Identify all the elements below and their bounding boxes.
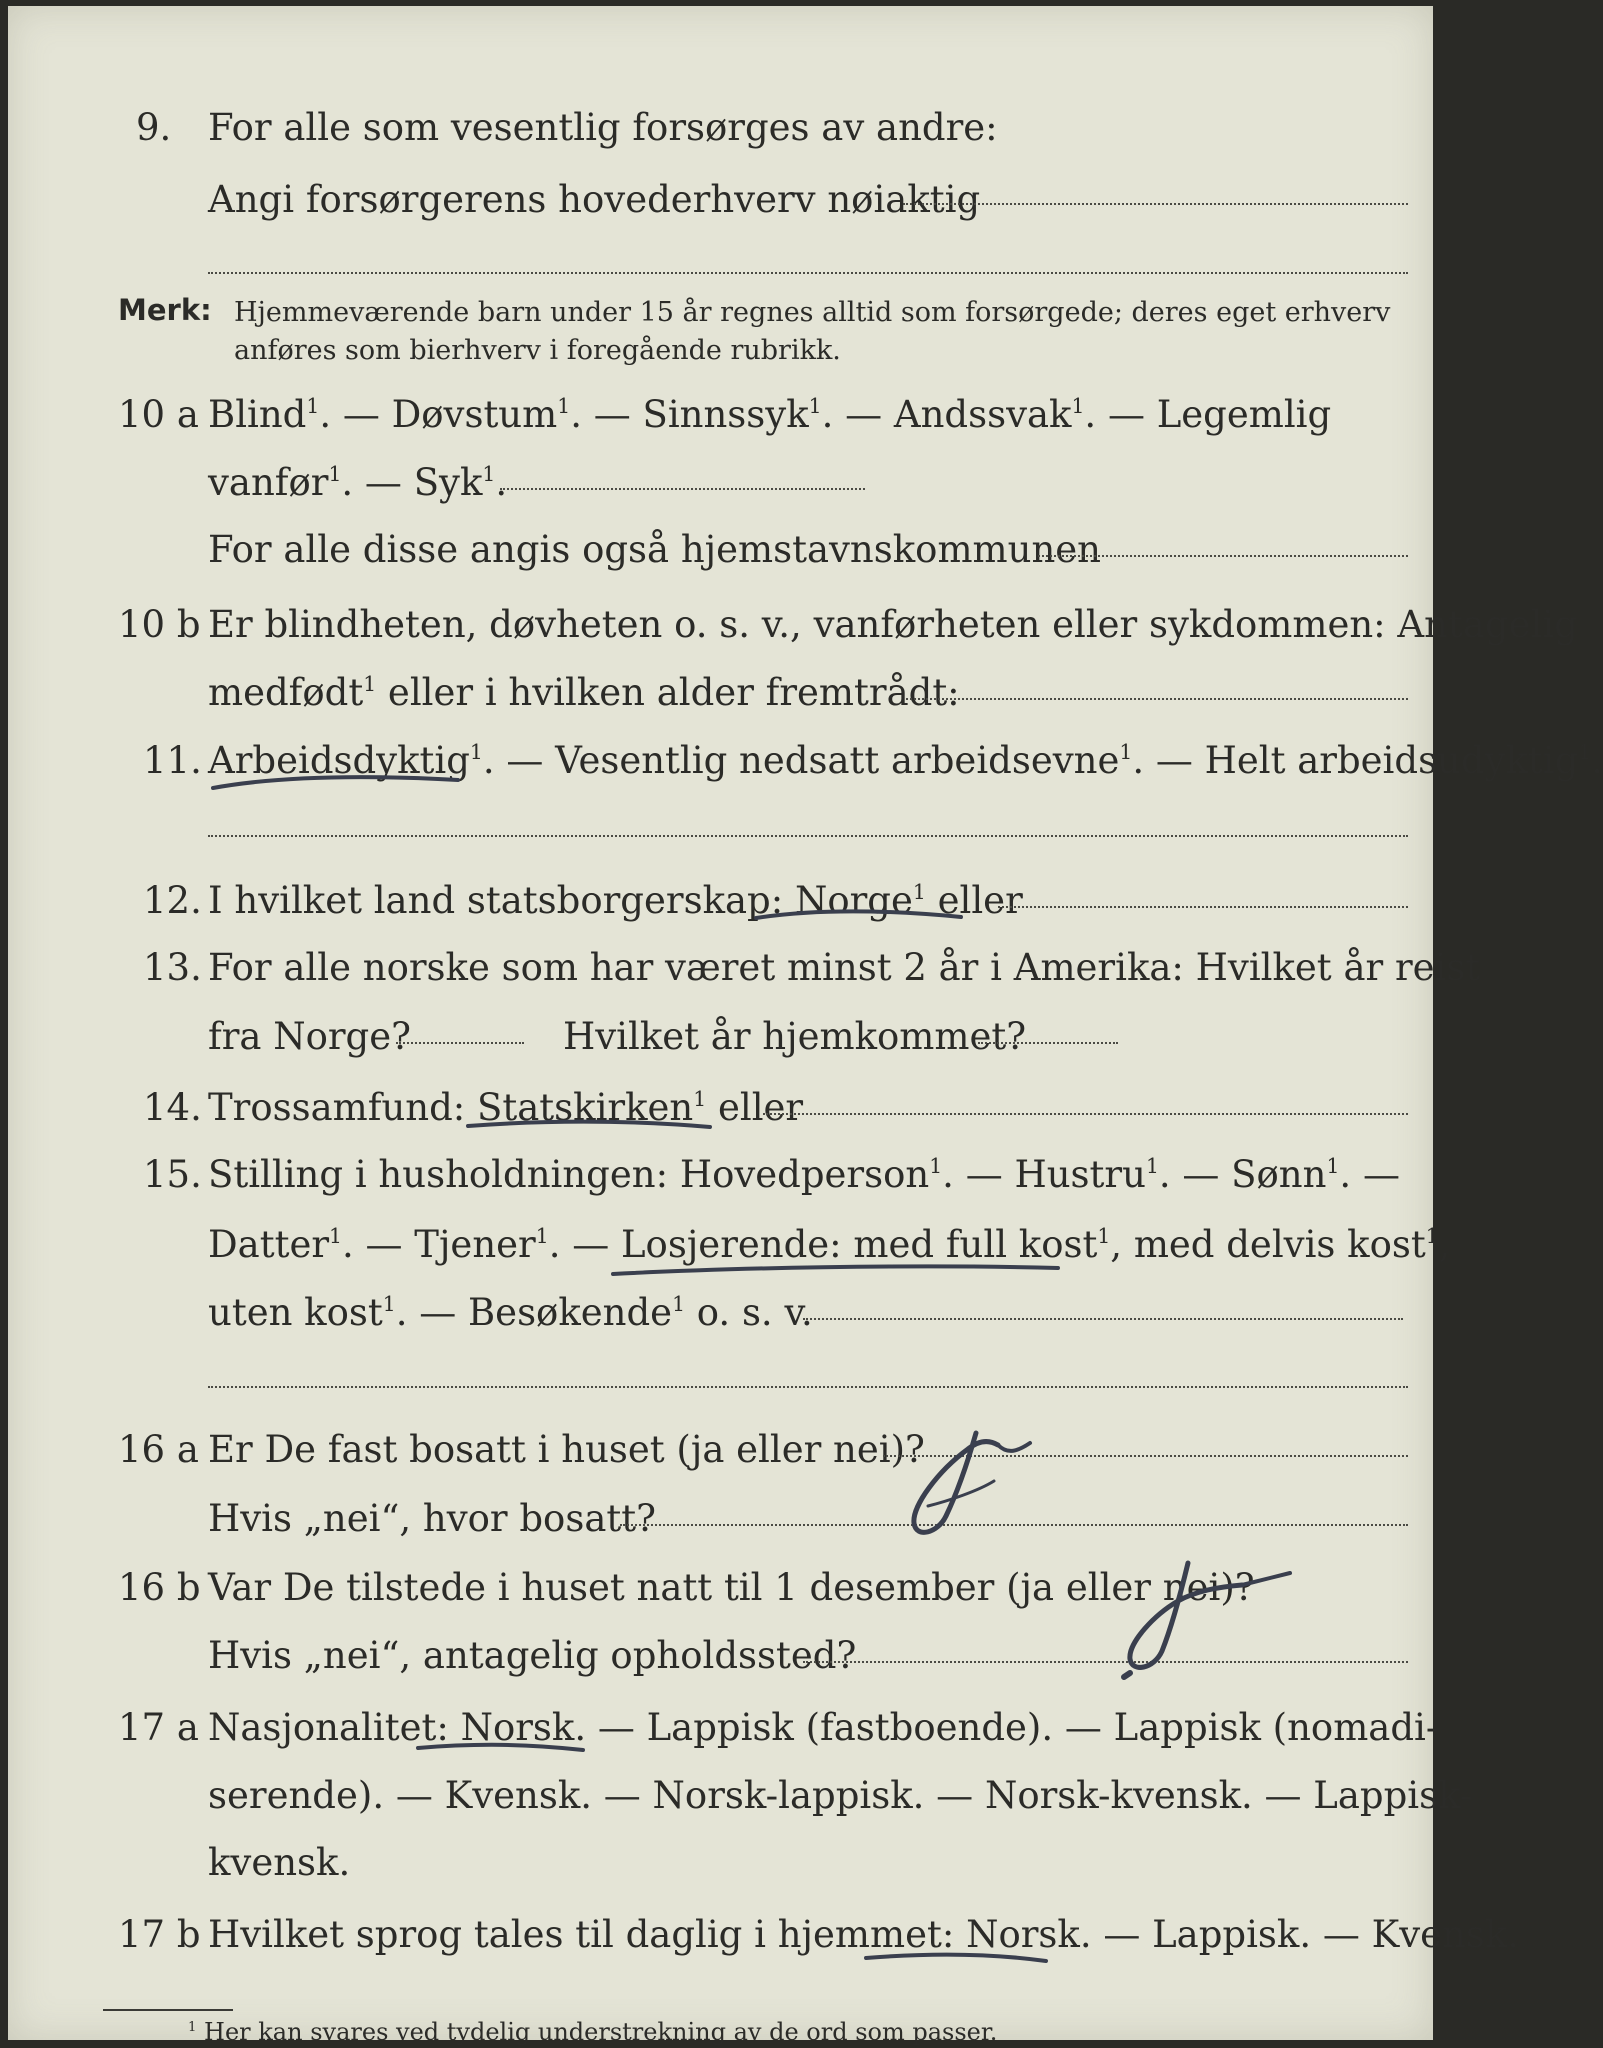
q16a-line2: Hvis „nei“, hvor bosatt? xyxy=(208,1497,656,1540)
handwritten-ja-16b xyxy=(1118,1551,1338,1691)
question-number-13: 13. xyxy=(143,946,202,989)
handwritten-markings xyxy=(8,6,1433,2040)
q13-line2b: Hvilket år hjemkommet? xyxy=(563,1015,1027,1058)
q17a-line1: Nasjonalitet: Norsk. — Lappisk (fastboende). — Lappisk (nomadi- xyxy=(208,1706,1439,1749)
q17a-line2: serende). — Kvensk. — Norsk-lappisk. — Norsk-kvensk. — Lappisk- xyxy=(208,1774,1473,1817)
q17b-line1: Hvilket sprog tales til daglig i hjemmet: Norsk. — Lappisk. — Kvensk. xyxy=(208,1913,1520,1956)
underline-norge xyxy=(756,911,961,918)
question-number-10a: 10 a xyxy=(118,393,199,436)
underline-med-full-kost xyxy=(613,1266,1058,1274)
q10a-line2: vanfør$^1$. — Syk$^1$. xyxy=(208,461,508,504)
question-number-16a: 16 a xyxy=(118,1428,199,1471)
merk-label: Merk: xyxy=(118,293,212,327)
q17a-line3: kvensk. xyxy=(208,1841,351,1884)
q16b-line2: Hvis „nei“, antagelig opholdssted? xyxy=(208,1634,857,1677)
q13-line2a: fra Norge? xyxy=(208,1015,411,1058)
q10a-line1: Blind$^1$. — Døvstum$^1$. — Sinnssyk$^1$. — Andssvak$^1$. — Legemlig xyxy=(208,393,1332,436)
question-number-17b: 17 b xyxy=(118,1913,201,1956)
q14-line1: Trossamfund: Statskirken$^1$ eller xyxy=(208,1086,804,1129)
q11-line1: Arbeidsdyktig$^1$. — Vesentlig nedsatt arbeidsevne$^1$. — Helt arbeidsudyktig$^1$. xyxy=(208,739,1603,782)
q13-line1: For alle norske som har været minst 2 år i Amerika: Hvilket år reist xyxy=(208,946,1481,989)
q15-line3: uten kost$^1$. — Besøkende$^1$ o. s. v. xyxy=(208,1291,813,1334)
q15-line2: Datter$^1$. — Tjener$^1$. — Losjerende: med full kost$^1$, med delvis kost$^1$, xyxy=(208,1223,1451,1266)
question-number-14: 14. xyxy=(143,1086,202,1129)
footnote: $^1$ Her kan svares ved tydelig understrekning av de ord som passer. xyxy=(188,2018,998,2046)
merk-line1: Hjemmeværende barn under 15 år regnes alltid som forsørgede; deres eget erhverv xyxy=(234,297,1391,328)
census-form-page xyxy=(8,6,1603,2046)
q16b-line1: Var De tilstede i huset natt til 1 desember (ja eller nei)? xyxy=(208,1566,1255,1609)
question-number-12: 12. xyxy=(143,879,202,922)
q16a-line1: Er De fast bosatt i huset (ja eller nei)? xyxy=(208,1428,925,1471)
q9-line2: Angi forsørgerens hovederhverv nøiaktig xyxy=(208,178,981,221)
handwritten-ja-16a xyxy=(898,1411,1078,1551)
q15-line1: Stilling i husholdningen: Hovedperson$^1$. — Hustru$^1$. — Sønn$^1$. — xyxy=(208,1153,1400,1196)
question-number-9: 9. xyxy=(136,106,172,149)
underline-arbeidsdyktig xyxy=(213,777,458,788)
merk-line2: anføres som bierhverv i foregående rubrikk. xyxy=(234,335,841,366)
question-number-16b: 16 b xyxy=(118,1566,201,1609)
q12-line1: I hvilket land statsborgerskap: Norge$^1$ eller xyxy=(208,879,1023,922)
question-number-11: 11. xyxy=(143,739,202,782)
question-number-15: 15. xyxy=(143,1153,202,1196)
underline-statskirken xyxy=(468,1122,710,1127)
q10b-line2: medfødt$^1$ eller i hvilken alder fremtrådt: xyxy=(208,671,960,714)
underline-norsk-17b xyxy=(866,1955,1046,1961)
q10a-line3: For alle disse angis også hjemstavnskommunen xyxy=(208,528,1102,571)
underline-norsk-17a xyxy=(418,1745,583,1750)
question-number-17a: 17 a xyxy=(118,1706,199,1749)
q9-line1: For alle som vesentlig forsørges av andre: xyxy=(208,106,998,149)
question-number-10b: 10 b xyxy=(118,603,201,646)
q10b-line1: Er blindheten, døvheten o. s. v., vanførheten eller sykdommen: Antagelig xyxy=(208,603,1578,646)
